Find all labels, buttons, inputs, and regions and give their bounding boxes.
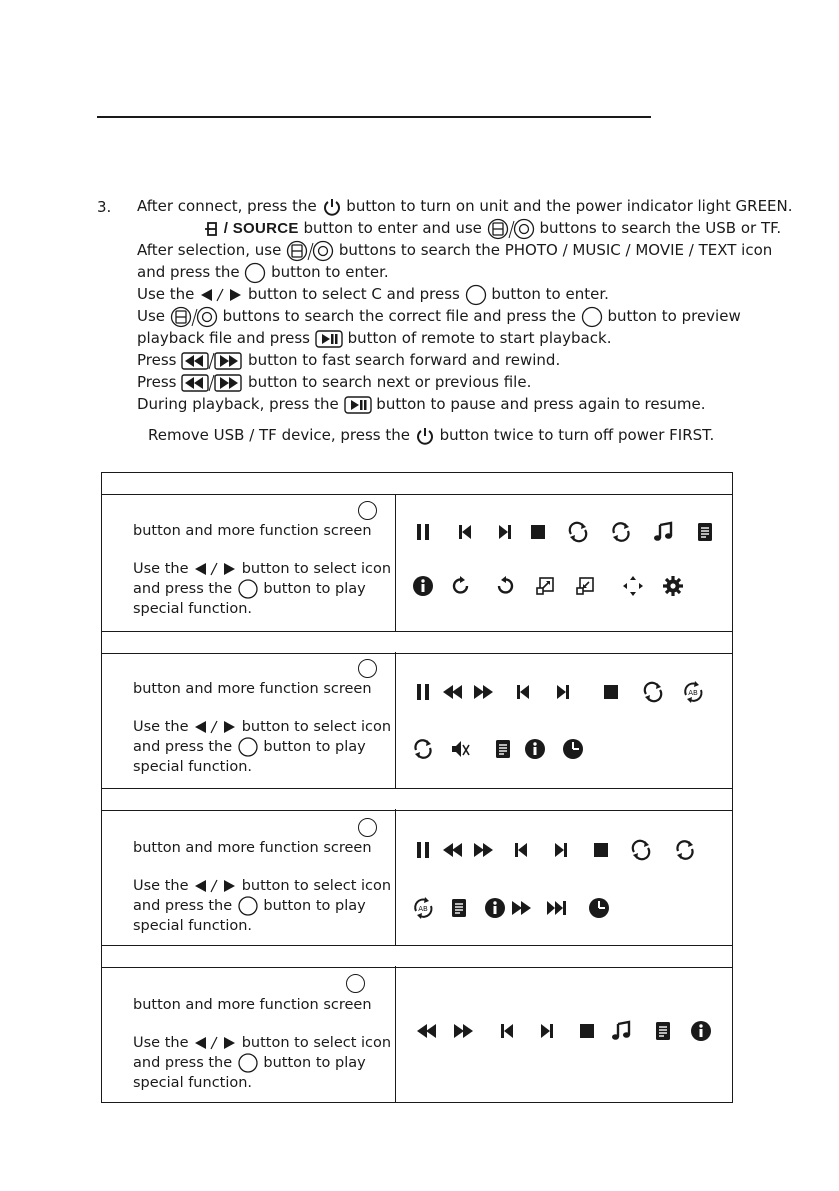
instruction-line-5: Use the button to select C and press button to enter. — [137, 283, 609, 306]
left-right-arrow-icon — [199, 288, 243, 302]
instruction-line-3: After selection, use buttons to search the PHOTO / MUSIC / MOVIE / TEXT icon — [137, 239, 772, 262]
text-icon — [448, 897, 470, 919]
rewind-icon — [442, 681, 464, 703]
function-icon-table — [101, 472, 733, 1103]
prev-next-buttons-icon — [181, 374, 243, 392]
column-divider — [395, 494, 396, 631]
clock-icon — [588, 897, 610, 919]
navigation-pad-icon — [170, 306, 218, 328]
ok-button-icon — [358, 818, 377, 837]
rewind-icon — [442, 839, 464, 861]
repeat-icon — [642, 681, 664, 703]
fast-forward-icon — [452, 1020, 474, 1042]
ok-button-icon — [581, 306, 603, 328]
text-icon — [652, 1020, 674, 1042]
ok-button-icon — [237, 1053, 259, 1073]
instruction-line-6: Use buttons to search the correct file and press the button to preview — [137, 305, 741, 328]
power-icon — [322, 197, 342, 217]
prev-icon — [510, 839, 532, 861]
music-icon — [610, 1020, 632, 1042]
settings-icon — [662, 575, 684, 597]
next-icon — [494, 521, 516, 543]
step-number: 3. — [97, 198, 112, 216]
step-icon — [546, 897, 568, 919]
table-header-bar-3 — [102, 788, 732, 811]
power-icon — [415, 426, 435, 446]
text-icon — [492, 738, 514, 760]
left-right-arrow-icon — [193, 879, 237, 893]
text-icon — [694, 521, 716, 543]
pause-icon — [412, 839, 434, 861]
info-icon — [484, 897, 506, 919]
rewind-icon — [416, 1020, 438, 1042]
repeat-all-icon — [610, 521, 632, 543]
next-icon — [536, 1020, 558, 1042]
navigation-pad-icon — [487, 218, 535, 240]
column-divider — [395, 652, 396, 788]
row-3-description: button and more function screen Use the button to select icon and press the button to play special function. — [133, 840, 392, 934]
play-pause-button-icon — [344, 396, 372, 414]
repeat-all-icon — [412, 738, 434, 760]
ok-button-icon — [465, 284, 487, 306]
column-divider — [395, 809, 396, 945]
fast-forward-icon — [472, 839, 494, 861]
ok-button-icon — [237, 896, 259, 916]
zoom-out-icon — [574, 575, 596, 597]
info-icon — [690, 1020, 712, 1042]
row-2-description: button and more function screen Use the button to select icon and press the button to play special function. — [133, 681, 392, 775]
left-right-arrow-icon — [193, 720, 237, 734]
row-1-description: button and more function screen Use the button to select icon and press the button to play special function. — [133, 523, 392, 617]
music-icon — [652, 521, 674, 543]
mute-icon — [450, 738, 472, 760]
ok-button-icon — [358, 659, 377, 678]
next-icon — [552, 681, 574, 703]
navigation-pad-icon — [286, 240, 334, 262]
prev-icon — [496, 1020, 518, 1042]
ok-button-icon — [358, 501, 377, 520]
header-rule — [97, 116, 651, 118]
pause-icon — [412, 681, 434, 703]
next-icon — [550, 839, 572, 861]
rewind-fastforward-buttons-icon — [181, 352, 243, 370]
play-pause-button-icon — [315, 330, 343, 348]
table-header-bar-2 — [102, 631, 732, 654]
zoom-in-icon — [534, 575, 556, 597]
slow-forward-icon — [510, 897, 532, 919]
ok-button-icon — [237, 579, 259, 599]
stop-icon — [527, 521, 549, 543]
left-right-arrow-icon — [193, 562, 237, 576]
instruction-line-4: and press the button to enter. — [137, 261, 389, 284]
rotate-cw-icon — [450, 575, 472, 597]
stop-icon — [600, 681, 622, 703]
instruction-line-11: Remove USB / TF device, press the button twice to turn off power FIRST. — [148, 426, 715, 444]
move-icon — [622, 575, 644, 597]
instruction-line-7: playback file and press button of remote to start playback. — [137, 329, 612, 347]
instruction-line-1: After connect, press the button to turn on unit and the power indicator light GREEN. — [137, 197, 793, 215]
repeat-all-icon — [674, 839, 696, 861]
svg-text:AB: AB — [688, 689, 698, 697]
ok-button-icon — [346, 974, 365, 993]
rotate-ccw-icon — [494, 575, 516, 597]
instruction-line-2: / SOURCE button to enter and use buttons to search the USB or TF. — [205, 217, 781, 240]
info-icon — [412, 575, 434, 597]
left-right-arrow-icon — [193, 1036, 237, 1050]
repeat-icon — [630, 839, 652, 861]
info-icon — [524, 738, 546, 760]
instruction-line-10: During playback, press the button to pause and press again to resume. — [137, 395, 706, 413]
instruction-line-8: Press button to fast search forward and rewind. — [137, 351, 561, 369]
table-header-bar-1 — [102, 473, 732, 495]
source-icon — [205, 221, 219, 237]
stop-icon — [576, 1020, 598, 1042]
repeat-ab-icon — [412, 897, 434, 919]
prev-icon — [512, 681, 534, 703]
prev-icon — [454, 521, 476, 543]
fast-forward-icon — [472, 681, 494, 703]
svg-text:AB: AB — [418, 905, 428, 913]
repeat-icon — [567, 521, 589, 543]
column-divider — [395, 966, 396, 1103]
table-header-bar-4 — [102, 945, 732, 968]
instruction-line-9: Press button to search next or previous file. — [137, 373, 532, 391]
pause-icon — [412, 521, 434, 543]
repeat-ab-icon — [682, 681, 704, 703]
ok-button-icon — [237, 737, 259, 757]
stop-icon — [590, 839, 612, 861]
ok-button-icon — [244, 262, 266, 284]
row-4-description: button and more function screen Use the button to select icon and press the button to play special function. — [133, 997, 392, 1091]
clock-icon — [562, 738, 584, 760]
